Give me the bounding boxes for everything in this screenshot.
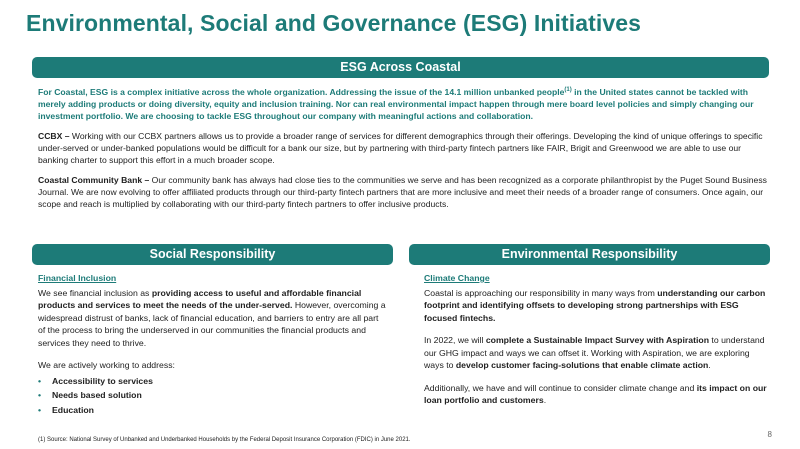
intro-section xyxy=(38,84,768,218)
bullet-icon: • xyxy=(38,390,42,400)
env-p2-c: . xyxy=(708,360,711,370)
list-item-text: Needs based solution xyxy=(52,390,142,400)
social-p1-a: We see financial inclusion as xyxy=(38,287,152,298)
climate-change-heading: Climate Change xyxy=(424,273,490,283)
social-responsibility-banner: Social Responsibility xyxy=(32,244,393,265)
bullet-icon: • xyxy=(38,375,42,386)
financial-inclusion-heading: Financial Inclusion xyxy=(38,273,117,283)
intro-lead-part-b: in the United states cannot be tackled with merely adding products or doing diversity, equity and inclusion training. Nor can real environmental impact happen through mere board level policies and simply changing our investment portfolio. We are choosing to tackle ESG throughout our company with meaningful actions and collaboration. xyxy=(38,86,754,122)
env-paragraph-1 xyxy=(424,287,768,325)
bullet-icon: • xyxy=(38,404,42,415)
environmental-column xyxy=(424,272,768,417)
env-p3-a: Additionally, we have and will continue to consider climate change and xyxy=(424,382,697,393)
intro-lead-paragraph xyxy=(38,84,768,123)
footnote-marker: (1) xyxy=(564,87,572,93)
env-p2-bold-1: complete a Sustainable Impact Survey with Aspiration xyxy=(485,335,710,345)
list-item xyxy=(38,389,388,402)
env-p3-bold: its impact on our loan portfolio and customers xyxy=(424,382,767,405)
env-p2-bold-2: develop customer facing-solutions that enable climate action xyxy=(455,360,709,370)
esg-across-coastal-banner: ESG Across Coastal xyxy=(32,57,769,78)
social-column xyxy=(38,272,388,418)
ccbx-text: Working with our CCBX partners allows us to provide a broader range of services for different demographics through their offerings. Developing the kind of unique offerings to specific under-served or under-banked populations would be difficult for a bank our size, but by partnering with third-party fintech partners like FAIR, Brigit and Greenwood we are able to use our banking charter to support this effort in a much broader scope. xyxy=(38,130,763,166)
address-list xyxy=(38,375,388,417)
env-p2-a: In 2022, we will xyxy=(424,335,486,345)
list-item xyxy=(38,375,388,388)
list-item-text: Accessibility to services xyxy=(52,375,153,386)
env-paragraph-3 xyxy=(424,382,768,407)
env-paragraph-2 xyxy=(424,334,768,372)
ccb-paragraph xyxy=(38,174,768,211)
env-p2-b: to understand our GHG impact and ways we can offset it. Working with Aspiration, we are exploring ways to xyxy=(424,335,765,370)
list-item-text: Education xyxy=(52,404,94,415)
page-number: 8 xyxy=(767,430,772,439)
ccbx-paragraph xyxy=(38,130,768,167)
ccb-label: Coastal Community Bank – xyxy=(38,174,150,185)
source-footnote: (1) Source: National Survey of Unbanked and Underbanked Households by the Federal Deposit Insurance Corporation (FDIC) in June 2021. xyxy=(38,437,411,443)
ccb-text: Our community bank has always had close ties to the communities we serve and has been recognized as a corporate philanthropist by the Puget Sound Business Journal. We are now evolving to offer affiliated products through our third-party fintech partners that are more inclusive and meet their needs of a broader range of consumers. Once again, our scope and reach is multiplied by collaborating with our third-party fintech partners to offer inclusive products. xyxy=(38,174,767,210)
social-p1-b: However, overcoming a widespread distrust of banks, lack of financial education, and barriers to entry are all part of the process to bring the underserved in our communities the financial products and services they need to thrive. xyxy=(38,300,386,348)
list-item xyxy=(38,404,388,417)
env-p1-bold: understanding our carbon footprint and identifying offsets to developing strong partnerships with ESG focused fintechs. xyxy=(424,287,766,323)
social-paragraph-1 xyxy=(38,287,388,350)
env-p1-a: Coastal is approaching our responsibility in many ways from xyxy=(424,287,658,298)
page-title: Environmental, Social and Governance (ESG) Initiatives xyxy=(26,10,642,36)
intro-lead-part-a: For Coastal, ESG is a complex initiative across the whole organization. Addressing the issue of the 14.1 million unbanked people xyxy=(38,86,565,97)
environmental-responsibility-banner: Environmental Responsibility xyxy=(409,244,770,265)
env-p3-b: . xyxy=(543,395,547,405)
social-p1-bold: providing access to useful and affordable financial products and services to meet the needs of the under-served. xyxy=(38,287,362,310)
ccbx-label: CCBX – xyxy=(38,130,70,141)
social-paragraph-2: We are actively working to address: xyxy=(38,360,175,370)
